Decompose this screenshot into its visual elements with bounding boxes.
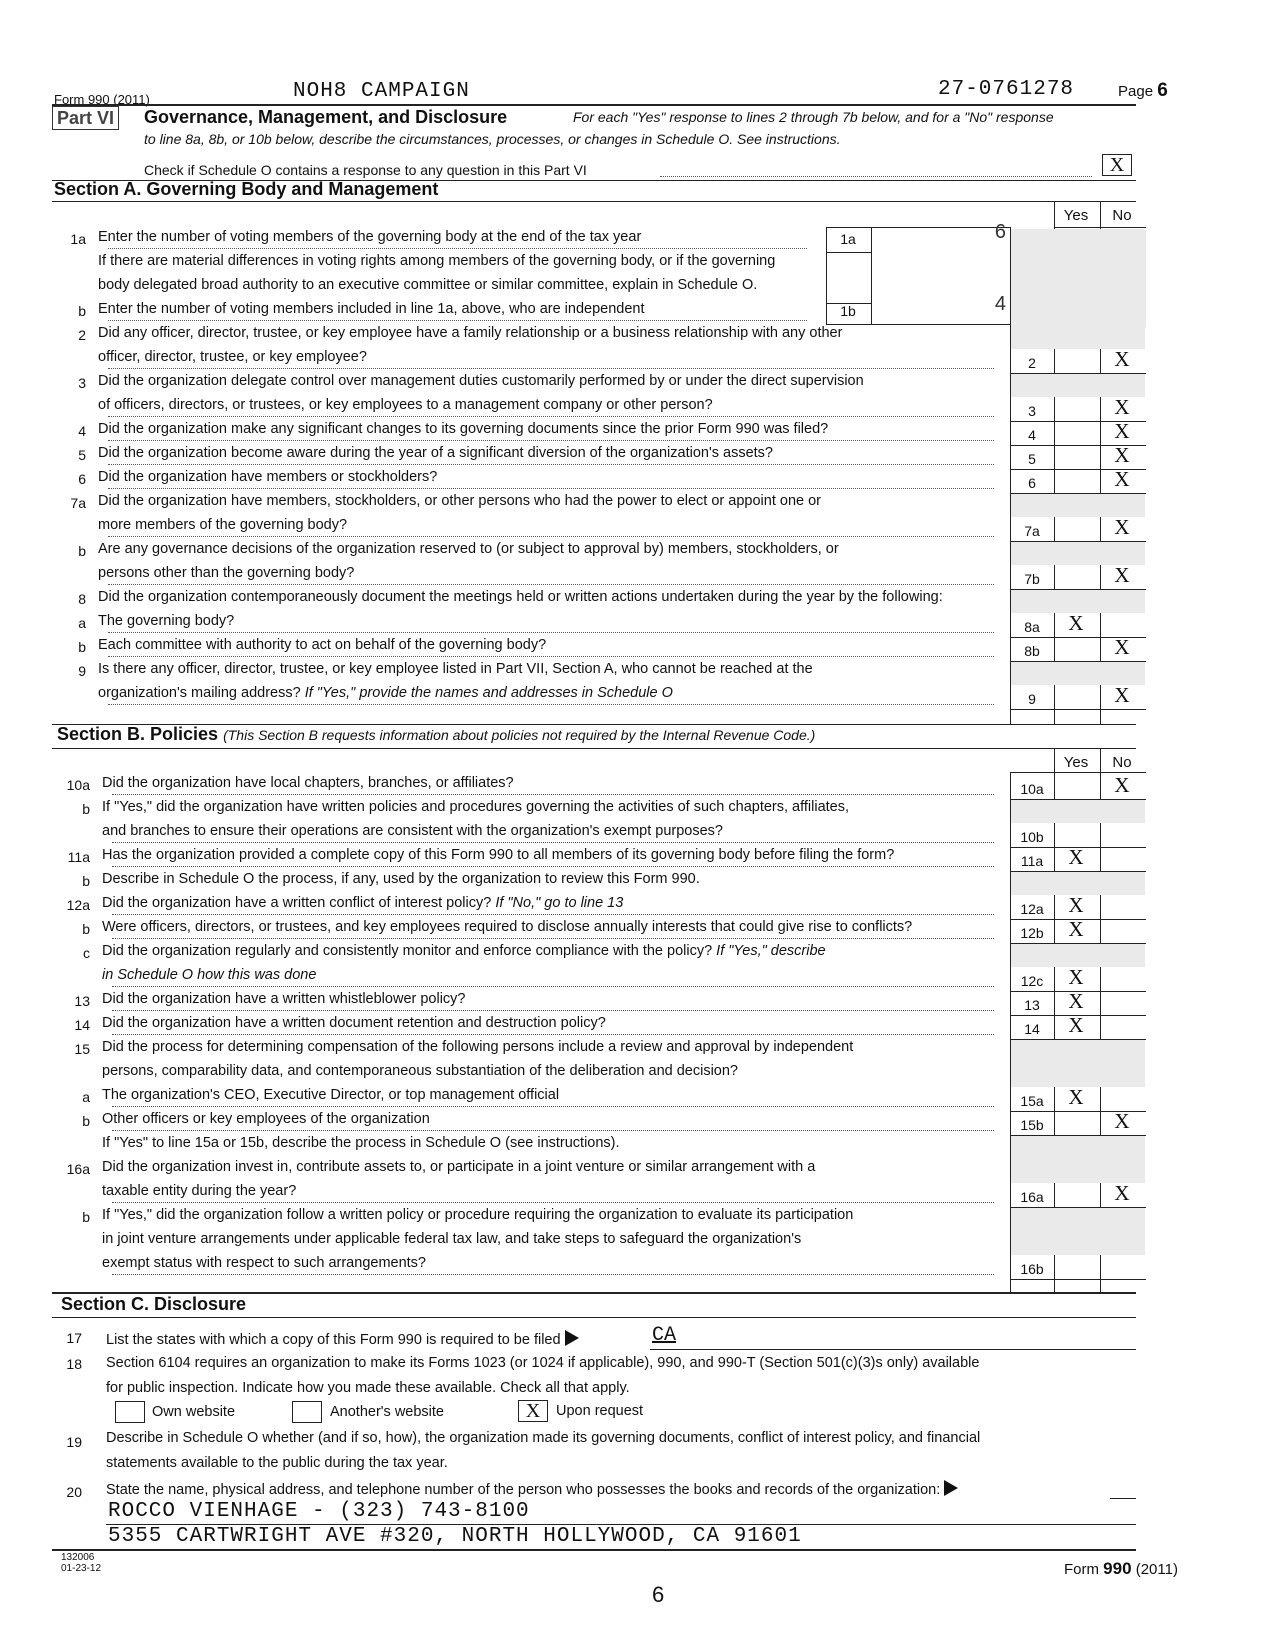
answer-row-rule <box>1010 943 1146 944</box>
shaded-cell <box>1011 1039 1145 1063</box>
question-text <box>98 397 713 413</box>
line-reference: 4 <box>1028 427 1036 443</box>
answer-row-rule <box>1010 871 1146 872</box>
line-number: c <box>83 945 90 961</box>
another-website-checkbox[interactable] <box>292 1401 322 1423</box>
filing-states-value: CA <box>652 1324 677 1347</box>
question-label: Did the organization invest in, contribute assets to, or participate in a joint venture or similar arrangement with a <box>102 1159 816 1175</box>
question-text <box>98 229 641 245</box>
question-label: Other officers or key employees of the organization <box>102 1111 430 1127</box>
no-answer: X <box>1114 1181 1130 1205</box>
line-reference: 8b <box>1024 643 1040 659</box>
question-text <box>98 613 234 629</box>
shaded-cell <box>1011 871 1145 895</box>
shaded-cell <box>1011 301 1145 325</box>
answer-row-rule <box>1010 1039 1146 1040</box>
no-answer: X <box>1114 773 1130 797</box>
line-number: b <box>78 543 86 559</box>
question-text <box>98 349 367 365</box>
leader-dots <box>108 440 994 441</box>
part-title: Governance, Management, and Disclosure <box>144 107 508 127</box>
line-number: b <box>82 873 90 889</box>
question-text <box>102 1087 559 1103</box>
another-website-label: Another's website <box>330 1404 444 1420</box>
upon-request-label: Upon request <box>556 1403 644 1419</box>
question-label: Did the organization have local chapters, branches, or affiliates? <box>102 775 514 791</box>
form-label: Form 990 (2011) <box>54 92 150 107</box>
line-reference: 12a <box>1020 901 1044 917</box>
column-yes: Yes <box>1063 207 1089 224</box>
footer-code-1: 132006 <box>61 1552 95 1563</box>
line-reference: 5 <box>1028 451 1036 467</box>
question-label: Did the organization become aware during the year of a significant diversion of the organization's assets? <box>98 445 773 461</box>
line-number: a <box>82 1089 90 1105</box>
own-website-label: Own website <box>152 1404 236 1420</box>
line-reference: 7a <box>1024 523 1040 539</box>
line-number: b <box>78 303 86 319</box>
shaded-cell <box>1011 229 1145 253</box>
rule <box>52 1317 1136 1318</box>
footer-code <box>61 1552 101 1574</box>
line-17-text <box>106 1330 579 1348</box>
leader-dots <box>108 248 807 249</box>
line-reference: 16b <box>1020 1261 1044 1277</box>
scan-page-number: 6 <box>652 1582 665 1607</box>
line-number: 9 <box>78 663 86 679</box>
question-text <box>102 871 700 887</box>
line-number: a <box>78 615 86 631</box>
voting-members-count: 4 <box>994 293 1006 315</box>
leader-dots <box>108 536 994 537</box>
footer-form-year: (2011) <box>1135 1561 1178 1578</box>
no-answer: X <box>1114 443 1130 467</box>
line-reference: 16a <box>1020 1189 1044 1205</box>
leader-dots <box>112 1010 994 1011</box>
question-text <box>98 493 821 509</box>
question-label: taxable entity during the year? <box>102 1183 297 1199</box>
voting-members-count: 6 <box>994 221 1006 243</box>
line-reference: 12b <box>1020 925 1044 941</box>
leader-dots <box>112 794 994 795</box>
box-rule <box>826 252 871 253</box>
footer-code-2: 01-23-12 <box>61 1563 102 1574</box>
question-text <box>98 373 864 389</box>
question-text <box>102 1231 801 1247</box>
footer-form-prefix: Form <box>1064 1561 1099 1578</box>
leader-dots <box>112 986 994 987</box>
line-reference: 14 <box>1024 1021 1040 1037</box>
question-instruction: If "No," go to line 13 <box>491 895 624 911</box>
question-label: Did the process for determining compensation of the following persons include a review and approval by independent <box>102 1039 854 1055</box>
organization-name: NOH8 CAMPAIGN <box>293 80 470 103</box>
line-number: 20 <box>66 1484 82 1500</box>
question-text <box>98 253 775 269</box>
box-rule <box>826 227 827 324</box>
answer-row-rule <box>1010 1279 1146 1280</box>
shaded-cell <box>1011 943 1145 967</box>
column-yes: Yes <box>1063 754 1089 771</box>
section-b-note: (This Section B requests information about policies not required by the Internal Revenue Code.) <box>223 727 816 743</box>
question-label: more members of the governing body? <box>98 517 348 533</box>
line-box-label: 1a <box>840 231 856 247</box>
question-label: If "Yes," did the organization follow a written policy or procedure requiring the organization to evaluate its participation <box>102 1207 854 1223</box>
line-number: 13 <box>74 993 90 1009</box>
question-label: of officers, directors, or trustees, or key employees to a management company or other person? <box>98 397 713 413</box>
shaded-cell <box>1011 1207 1145 1231</box>
question-label: and branches to ensure their operations are consistent with the organization's exempt purposes? <box>102 823 724 839</box>
question-text <box>102 823 723 839</box>
leader-dots <box>108 464 994 465</box>
leader-dots <box>108 368 994 369</box>
leader-dots <box>108 632 994 633</box>
answer-row-rule <box>1010 1207 1146 1208</box>
question-label: The governing body? <box>98 613 235 629</box>
line-19-text-2: statements available to the public during the tax year. <box>106 1455 448 1471</box>
upon-request-checkbox[interactable]: X <box>518 1400 548 1422</box>
rule <box>52 748 1136 749</box>
leader-dots <box>112 1130 994 1131</box>
footer-form <box>1064 1559 1178 1579</box>
leader-dots <box>660 176 1092 177</box>
no-answer: X <box>1114 1109 1130 1133</box>
question-label: If there are material differences in voting rights among members of the governing body, or if the governing <box>98 253 776 269</box>
shaded-cell <box>1011 1063 1145 1087</box>
question-text <box>102 895 623 911</box>
ein: 27-0761278 <box>938 78 1075 101</box>
question-text <box>98 325 842 341</box>
yes-answer: X <box>1068 1085 1084 1109</box>
schedule-o-check-label: Check if Schedule O contains a response to any question in this Part VI <box>144 162 587 178</box>
line-number: 15 <box>74 1041 90 1057</box>
section-c-title: Section C. Disclosure <box>61 1294 247 1314</box>
line-number: b <box>82 1113 90 1129</box>
shaded-cell <box>1011 1159 1145 1183</box>
answer-row-rule <box>1010 1135 1146 1136</box>
yes-answer: X <box>1068 917 1084 941</box>
answer-row-rule <box>1010 373 1146 374</box>
box-rule <box>826 324 1010 325</box>
leader-dots <box>112 1106 994 1107</box>
line-number: b <box>82 921 90 937</box>
question-label: Did the organization have a written conflict of interest policy? <box>102 895 492 911</box>
question-label: persons other than the governing body? <box>98 565 355 581</box>
question-label: Describe in Schedule O the process, if any, used by the organization to review this Form 990. <box>102 871 700 887</box>
page-indicator <box>1118 80 1168 102</box>
question-label: If "Yes" to line 15a or 15b, describe the process in Schedule O (see instructions). <box>102 1135 620 1151</box>
line-number: 16a <box>66 1161 90 1177</box>
part-instructions-1: For each "Yes" response to lines 2 through 7b below, and for a "No" response <box>573 109 1054 125</box>
no-answer: X <box>1114 419 1130 443</box>
shaded-cell <box>1011 589 1145 613</box>
rule <box>650 1349 1136 1350</box>
schedule-o-checkbox[interactable]: X <box>1102 154 1132 176</box>
question-text <box>98 541 839 557</box>
question-text <box>102 1159 815 1175</box>
question-label: Were officers, directors, or trustees, and key employees required to disclose annually interests that could give rise to conflicts? <box>102 919 913 935</box>
line-reference: 2 <box>1028 355 1036 371</box>
line-number: b <box>82 1209 90 1225</box>
question-text <box>102 1135 620 1151</box>
part-label: Part VI <box>52 106 119 130</box>
line-number: 17 <box>66 1330 82 1346</box>
line-number: 14 <box>74 1017 90 1033</box>
question-label: Enter the number of voting members of the governing body at the end of the tax year <box>98 229 642 245</box>
line-19-text-1: Describe in Schedule O whether (and if so, how), the organization made its governing documents, conflict of interest policy, and financial <box>106 1430 981 1446</box>
question-label: Enter the number of voting members included in line 1a, above, who are independent <box>98 301 645 317</box>
line-number: 11a <box>67 849 90 865</box>
line-reference: 8a <box>1024 619 1040 635</box>
question-label: body delegated broad authority to an executive committee or similar committee, explain in Schedule O. <box>98 277 758 293</box>
line-number: b <box>82 801 90 817</box>
question-text <box>98 637 546 653</box>
question-label: Did the organization have a written whistleblower policy? <box>102 991 466 1007</box>
yes-answer: X <box>1068 845 1084 869</box>
question-label: Are any governance decisions of the organization reserved to (or subject to approval by) members, stockholders, or <box>98 541 839 557</box>
line-18-text-1: Section 6104 requires an organization to make its Forms 1023 (or 1024 if applicable), 990, and 990-T (Section 501(c)(3)s only) available <box>106 1355 980 1371</box>
shaded-cell <box>1011 253 1145 277</box>
question-text <box>102 775 514 791</box>
shaded-cell <box>1011 373 1145 397</box>
question-label: Did the organization delegate control over management duties customarily performed by or under the direct supervision <box>98 373 864 389</box>
section-a-title: Section A. Governing Body and Management <box>54 179 439 199</box>
box-rule <box>871 227 872 324</box>
line-20-label: State the name, physical address, and telephone number of the person who possesses the books and records of the organization: <box>106 1482 941 1498</box>
books-contact-name-phone: ROCCO VIENHAGE - (323) 743-8100 <box>108 1500 530 1523</box>
arrow-right-icon <box>944 1480 958 1496</box>
answer-row-rule <box>1010 709 1146 710</box>
yes-answer: X <box>1068 989 1084 1013</box>
question-instruction: If "Yes," describe <box>712 943 826 959</box>
line-number: 18 <box>66 1356 82 1372</box>
section-b-title <box>57 724 815 745</box>
question-text <box>98 661 813 677</box>
books-contact-address: 5355 CARTWRIGHT AVE #320, NORTH HOLLYWOOD, CA 91601 <box>108 1525 802 1548</box>
line-number: 3 <box>78 375 86 391</box>
question-text <box>102 1183 296 1199</box>
line-number: 6 <box>78 471 86 487</box>
answer-row-rule <box>1010 493 1146 494</box>
shaded-cell <box>1011 325 1145 349</box>
answer-row-rule <box>1010 799 1146 800</box>
question-text <box>98 565 354 581</box>
line-reference: 15b <box>1020 1117 1044 1133</box>
question-label: organization's mailing address? <box>98 685 301 701</box>
line-number: 7a <box>70 495 86 511</box>
column-no: No <box>1112 754 1132 771</box>
no-answer: X <box>1114 467 1130 491</box>
rule <box>52 201 1136 202</box>
line-number: 2 <box>78 327 86 343</box>
page-label: Page <box>1118 83 1154 100</box>
yes-answer: X <box>1068 1013 1084 1037</box>
answer-row-rule <box>1010 541 1146 542</box>
question-label: The organization's CEO, Executive Director, or top management official <box>102 1087 560 1103</box>
line-reference: 10a <box>1020 781 1044 797</box>
no-answer: X <box>1114 683 1130 707</box>
no-answer: X <box>1114 347 1130 371</box>
line-reference: 10b <box>1020 829 1044 845</box>
line-20-text <box>106 1480 958 1498</box>
line-number: b <box>78 639 86 655</box>
line-box-label: 1b <box>840 303 856 319</box>
yes-answer: X <box>1068 611 1084 635</box>
footer-form-number: 990 <box>1103 1559 1132 1578</box>
shaded-cell <box>1011 1135 1145 1159</box>
leader-dots <box>108 320 807 321</box>
shaded-cell <box>1011 541 1145 565</box>
line-number: 5 <box>78 447 86 463</box>
question-text <box>102 1039 853 1055</box>
line-number: 10a <box>66 777 90 793</box>
shaded-cell <box>1011 493 1145 517</box>
line-reference: 11a <box>1020 853 1044 869</box>
question-text <box>98 301 645 317</box>
question-text <box>98 685 673 701</box>
question-text <box>102 967 316 983</box>
question-label: exempt status with respect to such arrangements? <box>102 1255 426 1271</box>
question-label: Each committee with authority to act on behalf of the governing body? <box>98 637 547 653</box>
yes-answer: X <box>1068 893 1084 917</box>
question-label: Did the organization contemporaneously document the meetings held or written actions undertaken during the year by the following: <box>98 589 943 605</box>
no-answer: X <box>1114 635 1130 659</box>
yes-answer: X <box>1068 965 1084 989</box>
leader-dots <box>108 584 994 585</box>
leader-dots <box>112 866 994 867</box>
shaded-cell <box>1011 1231 1145 1255</box>
question-label: Has the organization provided a complete copy of this Form 990 to all members of its governing body before filing the form? <box>102 847 895 863</box>
leader-dots <box>108 704 994 705</box>
question-text <box>102 1111 430 1127</box>
arrow-right-icon <box>565 1330 579 1346</box>
line-reference: 9 <box>1028 691 1036 707</box>
question-text <box>102 991 466 1007</box>
part-instructions-2: to line 8a, 8b, or 10b below, describe the circumstances, processes, or changes in Schedule O. See instructions. <box>144 131 841 147</box>
leader-dots <box>108 488 994 489</box>
line-reference: 13 <box>1024 997 1040 1013</box>
leader-dots <box>112 938 994 939</box>
question-label: persons, comparability data, and contemporaneous substantiation of the deliberation and decision? <box>102 1063 738 1079</box>
question-text <box>102 847 894 863</box>
column-no: No <box>1112 207 1132 224</box>
question-label: Is there any officer, director, trustee, or key employee listed in Part VII, Section A, who cannot be reached at the <box>98 661 813 677</box>
question-text <box>98 469 437 485</box>
leader-dots <box>108 416 994 417</box>
rule <box>52 1549 1136 1551</box>
line-number: 8 <box>78 591 86 607</box>
question-label: Did any officer, director, trustee, or key employee have a family relationship or a business relationship with any other <box>98 325 843 341</box>
line-reference: 15a <box>1020 1093 1044 1109</box>
no-answer: X <box>1114 563 1130 587</box>
leader-dots <box>112 1034 994 1035</box>
no-answer: X <box>1114 395 1130 419</box>
question-label: If "Yes," did the organization have written policies and procedures governing the activities of such chapters, affiliates, <box>102 799 850 815</box>
leader-dots <box>112 1274 994 1275</box>
question-instruction: If "Yes," provide the names and addresses in Schedule O <box>300 685 673 701</box>
page-number: 6 <box>1157 80 1168 101</box>
question-text <box>102 943 826 959</box>
shaded-cell <box>1011 277 1145 301</box>
line-reference: 12c <box>1020 973 1044 989</box>
question-label: in joint venture arrangements under applicable federal tax law, and take steps to safeguard the organization's <box>102 1231 802 1247</box>
line-number: 19 <box>66 1434 82 1450</box>
line-18-text-2: for public inspection. Indicate how you made these available. Check all that apply. <box>106 1380 630 1396</box>
line-number: 12a <box>66 897 90 913</box>
question-text <box>98 445 773 461</box>
question-text <box>102 1063 738 1079</box>
answer-row-rule <box>1010 661 1146 662</box>
question-label: Did the organization make any significant changes to its governing documents since the prior Form 990 was filed? <box>98 421 829 437</box>
question-text <box>98 421 828 437</box>
answer-row-rule <box>1010 589 1146 590</box>
question-text <box>102 1255 426 1271</box>
line-reference: 6 <box>1028 475 1036 491</box>
line-number: 1a <box>70 231 86 247</box>
question-text <box>102 799 849 815</box>
no-answer: X <box>1114 515 1130 539</box>
line-number: 4 <box>78 423 86 439</box>
question-text <box>102 1207 853 1223</box>
question-label: officer, director, trustee, or key employee? <box>98 349 367 365</box>
section-b-heading: Section B. Policies <box>57 724 219 744</box>
rule <box>1110 1498 1136 1499</box>
line-17-label: List the states with which a copy of this Form 990 is required to be filed <box>106 1332 561 1348</box>
question-text <box>98 589 943 605</box>
leader-dots <box>112 914 994 915</box>
question-text <box>102 919 912 935</box>
question-text <box>98 517 347 533</box>
line-reference: 7b <box>1024 571 1040 587</box>
own-website-checkbox[interactable] <box>115 1401 145 1423</box>
shaded-cell <box>1011 661 1145 685</box>
shaded-cell <box>1011 799 1145 823</box>
leader-dots <box>112 842 994 843</box>
question-text <box>102 1015 606 1031</box>
question-text <box>98 277 757 293</box>
question-instruction: in Schedule O how this was done <box>102 967 317 983</box>
question-label: Did the organization have members or stockholders? <box>98 469 438 485</box>
question-label: Did the organization have members, stockholders, or other persons who had the power to elect or appoint one or <box>98 493 821 509</box>
rule <box>1054 227 1146 228</box>
leader-dots <box>108 656 994 657</box>
line-reference: 3 <box>1028 403 1036 419</box>
question-label: Did the organization regularly and consistently monitor and enforce compliance with the policy? <box>102 943 713 959</box>
question-label: Did the organization have a written document retention and destruction policy? <box>102 1015 606 1031</box>
leader-dots <box>112 1202 994 1203</box>
